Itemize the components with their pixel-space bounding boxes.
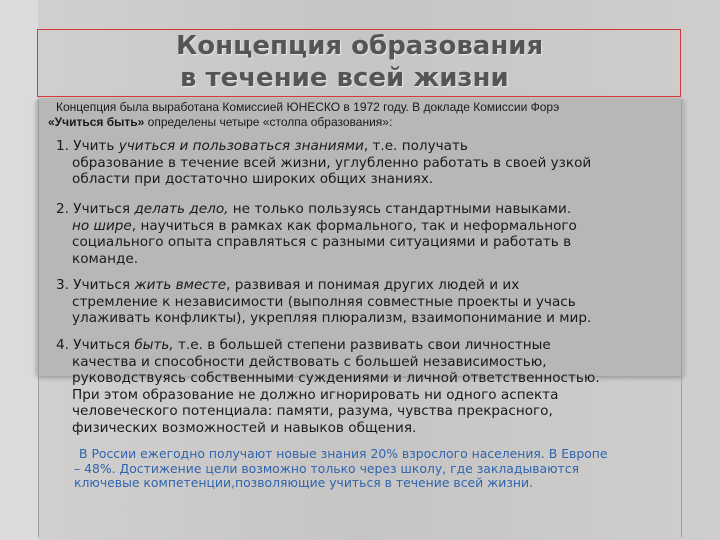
item-text: области при достаточно широких общих знаниях.: [72, 171, 434, 187]
slide-left-margin: [0, 0, 38, 540]
item-number: 4. Учиться: [56, 337, 135, 353]
item-text: социального опыта справляться с разными ситуациями и работать в: [72, 234, 572, 250]
item-text: команде.: [72, 250, 139, 267]
item-text: человеческого потенциала: памяти, разума, чувства прекрасного,: [72, 403, 553, 419]
item-text: улаживать конфликты), укрепляя плюрализм, взаимопонимание и мир.: [72, 310, 592, 326]
slide-title: [140, 30, 600, 94]
intro-report-title: «Учиться быть»: [48, 115, 145, 129]
item-text: стремление к независимости (выполняя совместные проекты и учась: [72, 293, 576, 310]
list-item: [56, 201, 577, 267]
item-emphasis: но шире: [72, 217, 132, 234]
list-item: [56, 277, 591, 327]
item-text: не только пользуясь стандартными навыками.: [228, 201, 572, 217]
list-item: [56, 138, 591, 188]
item-text: руководствуясь собственными суждениями и личной ответственностью.: [72, 370, 600, 386]
item-text: При этом образование не должно игнорировать ни одного аспекта: [72, 386, 559, 403]
item-emphasis: жить вместе: [134, 277, 227, 293]
item-text: образование в течение всей жизни, углубленно работать в своей узкой: [72, 154, 592, 171]
item-number: 2. Учиться: [56, 201, 135, 217]
item-text: качества и способности действовать с большей независимостью,: [72, 353, 547, 370]
item-emphasis: быть,: [134, 337, 174, 353]
item-text: т.е. в большей степени развивать свои личностные: [173, 337, 551, 353]
slide-title-line-1: Концепция образования: [176, 31, 544, 61]
slide-title-line-2: в течение всей жизни: [180, 63, 509, 93]
intro-line-1: Концепция была выработана Комиссией ЮНЕСКО в 1972 году. В докладе Комиссии Форэ: [56, 100, 560, 114]
note-line-2: – 48%. Достижение цели возможно только через школу, где закладываются: [74, 460, 580, 476]
item-text: , научиться в рамках как формального, так и неформального: [131, 217, 577, 234]
note-line-1: В России ежегодно получают новые знания 20% взрослого населения. В Европе: [79, 446, 608, 461]
item-text: физических возможностей и навыков общения.: [72, 419, 417, 436]
item-number: 1. Учить: [56, 138, 119, 154]
item-number: 3. Учиться: [56, 277, 135, 293]
note-line-3: ключевые компетенции,позволяющие учиться в течение всей жизни.: [74, 475, 534, 490]
item-text: , т.е. получать: [363, 138, 468, 154]
intro-line-2-rest: определены четыре «столпа образования»:: [144, 115, 393, 129]
intro-paragraph: [48, 100, 678, 130]
item-text: , развивая и понимая других людей и их: [226, 277, 520, 293]
list-item: [56, 337, 600, 436]
item-emphasis: учиться и пользоваться знаниями: [118, 138, 364, 154]
item-emphasis: делать дело,: [134, 201, 229, 217]
intro-line-2: [48, 115, 678, 130]
russia-europe-note: [74, 447, 674, 491]
